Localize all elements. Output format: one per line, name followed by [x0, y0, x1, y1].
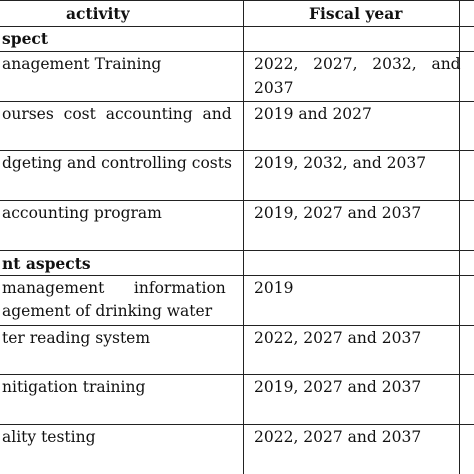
header-activity: activity: [66, 4, 130, 23]
row-activity: anagement Training: [2, 55, 162, 73]
row-year: 2019, 2027 and 2037: [254, 378, 422, 396]
row-year: 2019: [254, 279, 294, 297]
row-year: 2019 and 2027: [254, 105, 372, 123]
row-divider: [0, 26, 474, 27]
row-activity: management information: [2, 279, 226, 297]
row-year: 2022, 2027 and 2037: [254, 329, 422, 347]
header-fiscal-year: Fiscal year: [309, 4, 403, 23]
row-activity: dgeting and controlling costs: [2, 154, 232, 172]
row-activity: ter reading system: [2, 329, 151, 347]
row-year: 2022, 2027 and 2037: [254, 428, 422, 446]
row-divider: [0, 374, 474, 375]
row-divider: [0, 275, 474, 276]
row-divider: [0, 51, 474, 52]
row-divider: [0, 250, 474, 251]
row-divider: [0, 424, 474, 425]
row-activity: ality testing: [2, 428, 96, 446]
row-year: 2019, 2027 and 2037: [254, 204, 422, 222]
row-divider: [0, 325, 474, 326]
row-divider: [0, 200, 474, 201]
row-year-text: 2022, 2027, 2032, and: [254, 55, 461, 73]
row-activity: ourses cost accounting and: [2, 105, 232, 123]
row-activity: accounting program: [2, 204, 162, 222]
row-year-continued: 2037: [254, 79, 294, 97]
row-year: [254, 53, 461, 76]
section-title: nt aspects: [2, 254, 91, 273]
row-year: 2019, 2032, and 2037: [254, 154, 427, 172]
column-divider: [243, 0, 244, 474]
row-divider: [0, 0, 474, 1]
section-title: spect: [2, 29, 49, 48]
row-divider: [0, 101, 474, 102]
row-activity: nitigation training: [2, 378, 146, 396]
row-divider: [0, 150, 474, 151]
row-activity-continued: agement of drinking water: [2, 302, 213, 320]
